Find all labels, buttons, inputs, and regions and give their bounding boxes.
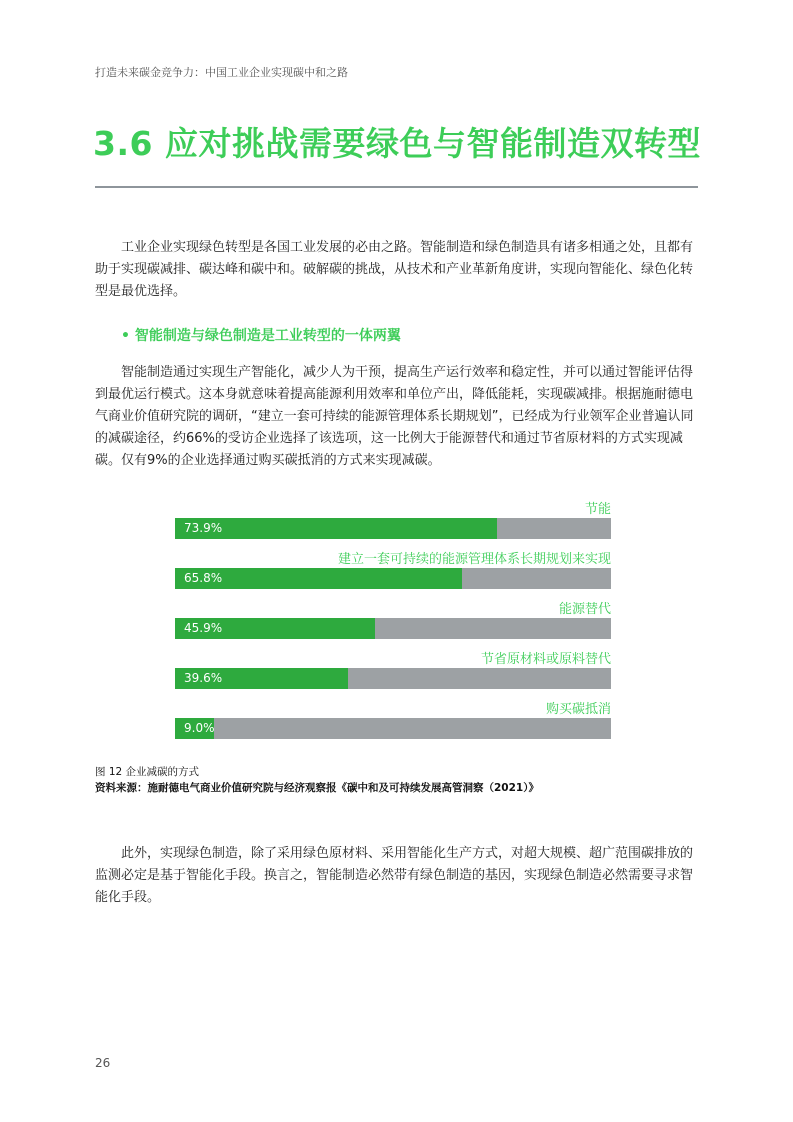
bar-category-label: 购买碳抵消 — [545, 702, 611, 717]
bar-value-label: 9.0% — [184, 721, 215, 735]
chart-bar-item — [175, 498, 611, 546]
chart-bar-item — [175, 548, 611, 596]
bar-category-label: 节能 — [584, 502, 611, 517]
section-title: 3.6 应对挑战需要绿色与智能制造双转型 — [93, 124, 701, 163]
page-number: 26 — [95, 1056, 111, 1070]
bar-category-label: 节省原材料或原料替代 — [480, 652, 611, 667]
figure-caption: 图 12 企业减碳的方式 — [95, 766, 200, 778]
running-header: 打造未来碳金竞争力：中国工业企业实现碳中和之路 — [95, 66, 348, 79]
bullet-heading: • 智能制造与绿色制造是工业转型的一体两翼 — [121, 328, 401, 344]
bar-track — [175, 568, 611, 589]
bar-track — [175, 668, 611, 689]
figure-source: 资料来源：施耐德电气商业价值研究院与经济观察报《碳中和及可持续发展高管洞察（2021）》 — [95, 782, 539, 794]
body-paragraph: 智能制造通过实现生产智能化，减少人为干预，提高生产运行效率和稳定性，并可以通过智能评估得到最优运行模式。这本身就意味着提高能源利用效率和单位产出，降低能耗，实现碳减排。根据施耐德电气商业价值研究院的调研，“建立一套可持续的能源管理体系长期规划”，已经成为行业领军企业普遍认同的减碳途径，约66%的受访企业选择了该选项，这一比例大于能源替代和通过节省原材料的方式实现减碳。仅有9%的企业选择通过购买碳抵消的方式来实现减碳。 — [95, 365, 694, 468]
bar-value-label: 65.8% — [184, 571, 223, 585]
bar-value-label: 45.9% — [184, 621, 223, 635]
bar-fill — [175, 518, 497, 539]
closing-paragraph: 此外，实现绿色制造，除了采用绿色原材料、采用智能化生产方式，对超大规模、超广范围碳排放的监测必定是基于智能化手段。换言之，智能制造必然带有绿色制造的基因，实现绿色制造必然需要寻求智能化手段。 — [95, 846, 694, 905]
bar-track — [175, 718, 611, 739]
intro-paragraph: 工业企业实现绿色转型是各国工业发展的必由之路。智能制造和绿色制造具有诸多相通之处，且都有助于实现碳减排、碳达峰和碳中和。破解碳的挑战，从技术和产业革新角度讲，实现向智能化、绿色化转型是最优选择。 — [95, 240, 694, 299]
chart-bar-item — [175, 598, 611, 646]
bar-value-label: 39.6% — [184, 671, 223, 685]
bar-value-label: 73.9% — [184, 521, 223, 535]
chart-bar-item — [175, 698, 611, 746]
chart-bar-item — [175, 648, 611, 696]
title-divider — [95, 186, 698, 188]
bar-track — [175, 618, 611, 639]
bar-track — [175, 518, 611, 539]
bar-category-label: 建立一套可持续的能源管理体系长期规划来实现 — [337, 552, 611, 567]
carbon-reduction-bar-chart — [175, 498, 611, 748]
bar-category-label: 能源替代 — [558, 602, 611, 617]
